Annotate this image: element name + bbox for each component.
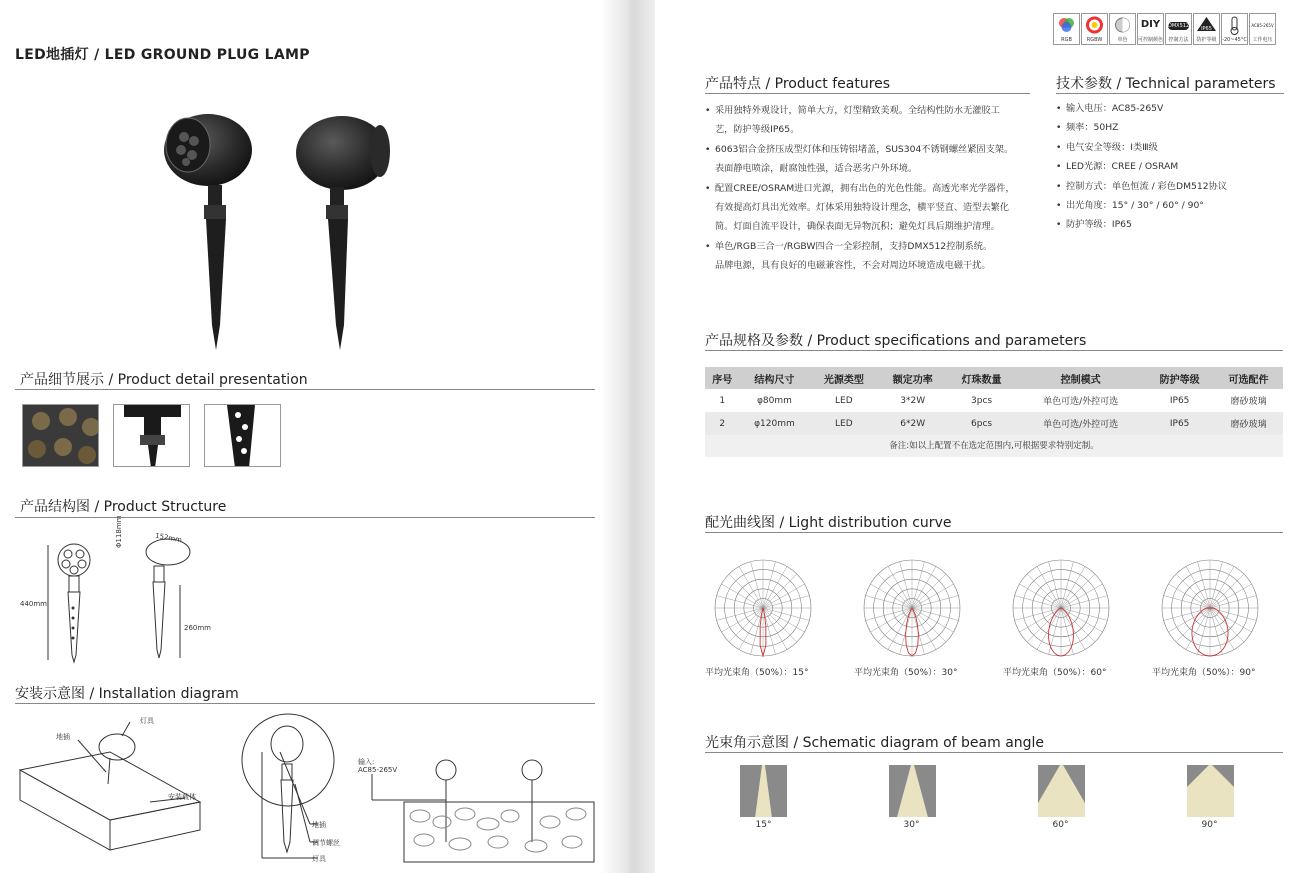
cell: LED (835, 395, 853, 406)
feature-item: 有效提高灯具出光效率。灯体采用独特设计理念，横平竖直、造型去繁化 (715, 202, 1009, 214)
features-title: 产品特点 / Product features (705, 76, 891, 92)
detail-thumb-spike (204, 404, 281, 467)
cell: 3*2W (900, 395, 926, 406)
product-hero-image (150, 105, 410, 355)
features-list (705, 101, 1035, 276)
beam-label: 15° (755, 820, 772, 830)
installation-section-title: 安装示意图 / Installation diagram (15, 686, 239, 702)
polar-spoke (1061, 584, 1103, 608)
curves-graphics (705, 550, 1285, 665)
cell: φ80mm (756, 395, 792, 406)
left-page (0, 0, 620, 873)
feature-item: 艺，防护等级IP65。 (715, 124, 800, 136)
polar-spoke (1037, 566, 1061, 608)
page-gutter (600, 0, 660, 873)
beam-cone (897, 765, 928, 817)
cell: 1 (719, 395, 726, 406)
detail-thumb-bracket (113, 404, 190, 467)
feature-item: 表面静电喷涂，耐腐蚀性强，适合恶劣户外环境。 (715, 163, 918, 175)
specs-header-row (705, 367, 1283, 389)
cell: 6*2W (878, 412, 947, 435)
beam-schematic (889, 765, 936, 817)
cell: IP65 (1145, 412, 1214, 435)
feature-item: 品牌电源，具有良好的电磁兼容性，不会对周边环境造成电磁干扰。 (715, 260, 991, 272)
polar-spoke (1210, 608, 1252, 632)
feature-item: 简。灯面自流平设计，确保表面无异物沉积；避免灯具后期维护清理。 (715, 221, 1000, 233)
polar-spoke (763, 584, 805, 608)
polar-spoke (1210, 566, 1234, 608)
polar-curve (864, 560, 960, 656)
polar-spoke (912, 584, 954, 608)
polar-spoke (912, 574, 946, 608)
cell: 2 (705, 412, 739, 435)
curve-caption: 平均光束角（50%）：60° (1003, 668, 1107, 678)
beam-title: 光束角示意图 / Schematic diagram of beam angle (705, 735, 1045, 751)
dim-length: 152mm (154, 531, 183, 545)
cell: LED (809, 412, 878, 435)
polar-spoke (739, 608, 763, 650)
cell: IP65 (1169, 395, 1190, 406)
label-voltage: AC85-265V (358, 766, 398, 774)
col-header: 可选配件 (1214, 367, 1283, 389)
page-title: LED地插灯 / LED GROUND PLUG LAMP (15, 47, 310, 63)
col-header: 控制模式 (1016, 367, 1145, 389)
polar-spoke (1061, 574, 1095, 608)
polar-spoke (729, 608, 763, 642)
beam-label: 30° (903, 820, 920, 830)
col-header: 灯珠数量 (947, 367, 1016, 389)
dim-spike: 260mm (184, 624, 211, 632)
tech-item: • 电气安全等级：Ⅰ类Ⅲ级 (1056, 138, 1286, 157)
polar-spoke (878, 574, 912, 608)
polar-spoke (1186, 566, 1210, 608)
polar-curve (1162, 560, 1258, 656)
polar-spoke (1061, 608, 1095, 642)
polar-spoke (763, 566, 787, 608)
tech-list (1056, 99, 1286, 235)
polar-spoke (888, 608, 912, 650)
feature-item: • 采用独特外观设计，简单大方，灯型精致美观。全结构性防水无灌胶工 (705, 101, 1035, 120)
dmx512-icon: DMX512 控制方法 (1165, 13, 1192, 45)
polar-spoke (912, 566, 936, 608)
label-input: 输入: (358, 758, 375, 766)
rgb-icon: RGB (1053, 13, 1080, 45)
beam-schematic (1038, 765, 1085, 817)
cell: 磨砂玻璃 (1214, 412, 1283, 435)
label-carrier: 安装载体 (168, 793, 196, 801)
polar-spoke (1210, 574, 1244, 608)
polar-spoke (763, 574, 797, 608)
polar-spoke (1168, 608, 1210, 632)
table-row (705, 389, 1283, 412)
cell: 单色可选/外控可选 (1043, 397, 1119, 407)
polar-spoke (1061, 608, 1103, 632)
tech-item: • 防护等级：IP65 (1056, 215, 1286, 234)
col-header: 光源类型 (809, 367, 878, 389)
tech-title: 技术参数 / Technical parameters (1056, 76, 1276, 92)
col-header: 额定功率 (878, 367, 947, 389)
tech-item: • 输入电压：AC85-265V (1056, 99, 1286, 118)
diy-icon: DIY 可控制颜色 (1137, 13, 1164, 45)
col-header: 防护等级 (1145, 367, 1214, 389)
polar-spoke (763, 608, 787, 650)
tech-item: • LED光源：CREE / OSRAM (1056, 157, 1286, 176)
label-spike: 地插 (56, 733, 70, 741)
cell: 6pcs (947, 412, 1016, 435)
col-header: 序号 (705, 367, 739, 389)
beam-label: 60° (1052, 820, 1069, 830)
polar-spoke (763, 608, 805, 632)
polar-spoke (729, 574, 763, 608)
polar-spoke (1027, 608, 1061, 642)
curves-title: 配光曲线图 / Light distribution curve (705, 515, 952, 531)
right-page (655, 0, 1292, 873)
installation-drawing (10, 712, 600, 872)
structure-section-title: 产品结构图 / Product Structure (20, 499, 227, 515)
dim-height: 440mm (20, 600, 47, 608)
label-lamp-2: 灯具 (312, 855, 326, 863)
specs-title: 产品规格及参数 / Product specifications and parameters (705, 333, 1087, 349)
beam-label: 90° (1201, 820, 1218, 830)
single-color-icon: 单色 (1109, 13, 1136, 45)
polar-spoke (739, 566, 763, 608)
polar-spoke (1176, 574, 1210, 608)
polar-spoke (1168, 584, 1210, 608)
curve-caption: 平均光束角（50%）：30° (854, 668, 958, 678)
ip65-icon: IP65 防护等级 (1193, 13, 1220, 45)
rgbw-icon: RGBW (1081, 13, 1108, 45)
polar-spoke (1019, 584, 1061, 608)
beam-cone (1187, 765, 1234, 817)
polar-spoke (1019, 608, 1061, 632)
detail-thumb-leds (22, 404, 99, 467)
feature-item: • 配置CREE/OSRAM进口光源，拥有出色的光色性能。高透光率光学器件， (705, 179, 1035, 198)
curve-caption: 平均光束角（50%）：15° (705, 668, 809, 678)
beam-cone (1038, 765, 1085, 817)
tech-item: • 频率：50HZ (1056, 118, 1286, 137)
cell: 磨砂玻璃 (1230, 397, 1267, 407)
polar-spoke (912, 608, 936, 650)
cell: 单色可选/外控可选 (1016, 412, 1145, 435)
polar-spoke (1027, 574, 1061, 608)
col-header: 结构尺寸 (739, 367, 809, 389)
polar-spoke (1061, 566, 1085, 608)
polar-spoke (1210, 584, 1252, 608)
beam-schematic (1187, 765, 1234, 817)
beam-cone (755, 765, 772, 817)
cell: φ120mm (739, 412, 809, 435)
polar-spoke (888, 566, 912, 608)
tech-item: • 控制方式：单色恒流 / 彩色DM512协议 (1056, 177, 1286, 196)
label-spike-2: 地插 (312, 821, 326, 829)
polar-spoke (763, 608, 797, 642)
polar-curve (1013, 560, 1109, 656)
polar-spoke (721, 584, 763, 608)
label-lamp: 灯具 (140, 717, 154, 725)
temperature-icon: -20~45°C (1221, 13, 1248, 45)
specs-table (705, 367, 1283, 435)
polar-spoke (721, 608, 763, 632)
voltage-icon: AC85-265V 工作电压 (1249, 13, 1276, 45)
label-screw: 调节螺丝 (312, 839, 340, 847)
structure-drawing (40, 530, 240, 670)
feature-item: • 单色/RGB三合一/RGBW四合一全彩控制，支持DMX512控制系统。 (705, 237, 1035, 256)
polar-spoke (870, 584, 912, 608)
feature-item: • 6063铝合金挤压成型灯体和压铸铝堵盖，SUS304不锈钢螺丝紧固支架。 (705, 140, 1035, 159)
curve-caption: 平均光束角（50%）：90° (1152, 668, 1256, 678)
cell: 3pcs (971, 395, 993, 406)
beam-schematic (740, 765, 787, 817)
dim-diameter: Φ118mm (115, 515, 123, 548)
tech-item: • 出光角度：15° / 30° / 60° / 90° (1056, 196, 1286, 215)
detail-section-title: 产品细节展示 / Product detail presentation (20, 372, 308, 388)
specs-note: 备注:如以上配置不在选定范围内,可根据要求特别定制。 (705, 435, 1283, 457)
polar-curve (715, 560, 811, 656)
table-row (705, 412, 1283, 435)
